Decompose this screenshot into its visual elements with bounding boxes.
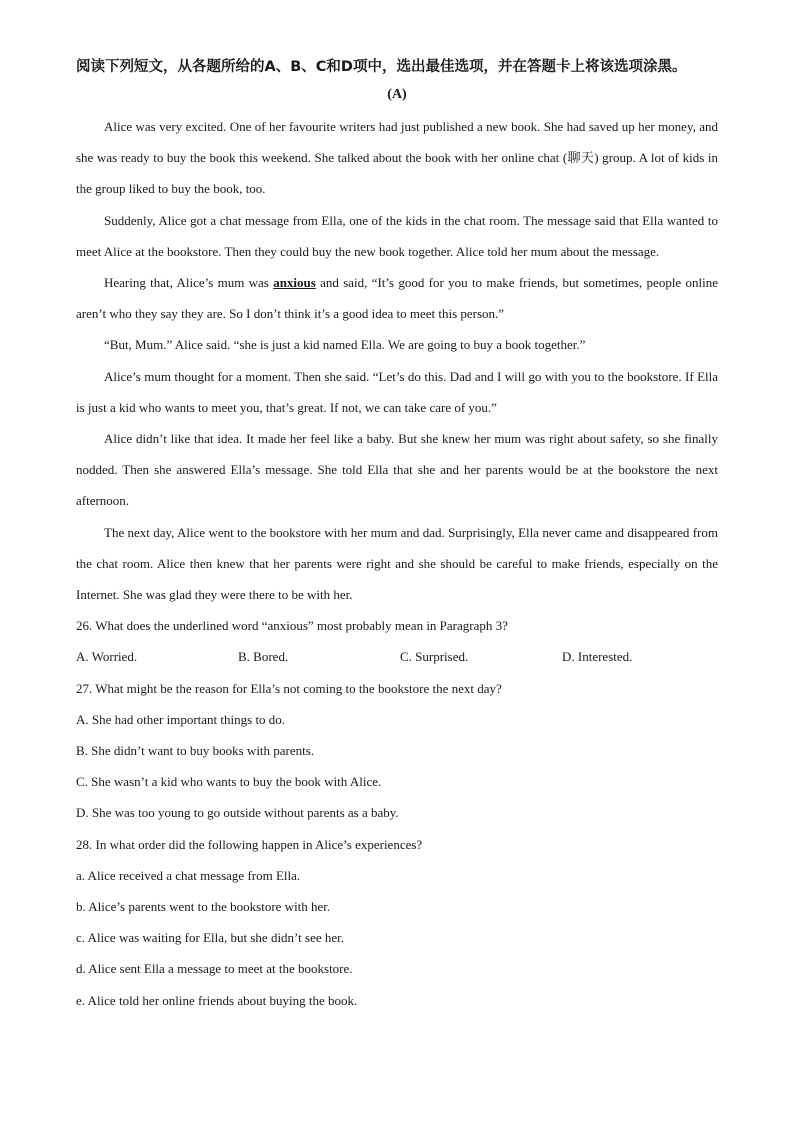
question-27-stem: 27. What might be the reason for Ella’s not coming to the bookstore the next day?	[76, 680, 502, 696]
question-27-option-c: C. She wasn’t a kid who wants to buy the book with Alice.	[76, 774, 382, 790]
passage-label: (A)	[387, 87, 407, 102]
question-27-option-a: A. She had other important things to do.	[76, 711, 286, 727]
passage-paragraph-3	[76, 267, 718, 329]
question-26-options	[76, 641, 718, 672]
paragraph-3-text-start: Hearing that, Alice’s mum was	[104, 275, 274, 291]
question-26	[76, 610, 718, 672]
passage-paragraph-7: The next day, Alice went to the bookstore with her mum and dad. Surprisingly, Ella never came and disappeared from the chat room. Alice then knew that her parents were right and she should be careful to make friends, especially on the Internet. She was glad they were there to be with her.	[76, 524, 718, 603]
passage-paragraph-2: Suddenly, Alice got a chat message from Ella, one of the kids in the chat room. The message said that Ella wanted to meet Alice at the bookstore. Then they could buy the new book together. Alice told her mum about the message.	[76, 212, 718, 259]
question-28-item-b: b. Alice’s parents went to the bookstore with her.	[76, 899, 331, 915]
reading-passage	[76, 111, 718, 610]
question-27-option-d: D. She was too young to go outside without parents as a baby.	[76, 805, 399, 821]
question-28-item-d: d. Alice sent Ella a message to meet at the bookstore.	[76, 961, 353, 977]
question-28-item-e: e. Alice told her online friends about buying the book.	[76, 992, 358, 1008]
paragraph-3-text-end: and said, “It’s good for you to make friends, but sometimes, people online aren’t who they say they are. So I don’t think it’s a good idea to meet this person.”	[76, 275, 718, 322]
question-26-option-a: A. Worried.	[76, 649, 138, 665]
question-28-item-a: a. Alice received a chat message from Ella.	[76, 867, 301, 883]
passage-paragraph-6: Alice didn’t like that idea. It made her feel like a baby. But she knew her mum was right about safety, so she finally nodded. Then she answered Ella’s message. She told Ella that she and her parents would be at the bookstore the next afternoon.	[76, 431, 718, 509]
question-26-option-c: C. Surprised.	[400, 649, 469, 665]
section-instructions: 阅读下列短文，从各题所给的A、B、C和D项中，选出最佳选项，并在答题卡上将该选项涂黑。	[76, 59, 687, 75]
underlined-word: anxious	[273, 275, 316, 291]
question-27	[76, 673, 718, 829]
passage-paragraph-1: Alice was very excited. One of her favourite writers had just published a new book. She had saved up her money, and she was ready to buy the book this weekend. She talked about the book with her online chat (聊天) group. A lot of kids in the group liked to buy the book, too.	[76, 119, 718, 197]
passage-paragraph-5: Alice’s mum thought for a moment. Then she said. “Let’s do this. Dad and I will go with you to the bookstore. If Ella is just a kid who wants to meet you, that’s great. If not, we can take care of you.”	[76, 368, 718, 415]
question-27-option-b: B. She didn’t want to buy books with parents.	[76, 743, 315, 759]
question-28-stem: 28. In what order did the following happen in Alice’s experiences?	[76, 836, 423, 852]
passage-paragraph-4: “But, Mum.” Alice said. “she is just a kid named Ella. We are going to buy a book together.”	[104, 337, 586, 353]
question-28	[76, 829, 718, 1016]
question-26-stem: 26. What does the underlined word “anxious” most probably mean in Paragraph 3?	[76, 618, 508, 634]
question-26-option-b: B. Bored.	[238, 649, 289, 665]
question-26-option-d: D. Interested.	[562, 649, 633, 665]
question-28-item-c: c. Alice was waiting for Ella, but she didn’t see her.	[76, 930, 344, 946]
